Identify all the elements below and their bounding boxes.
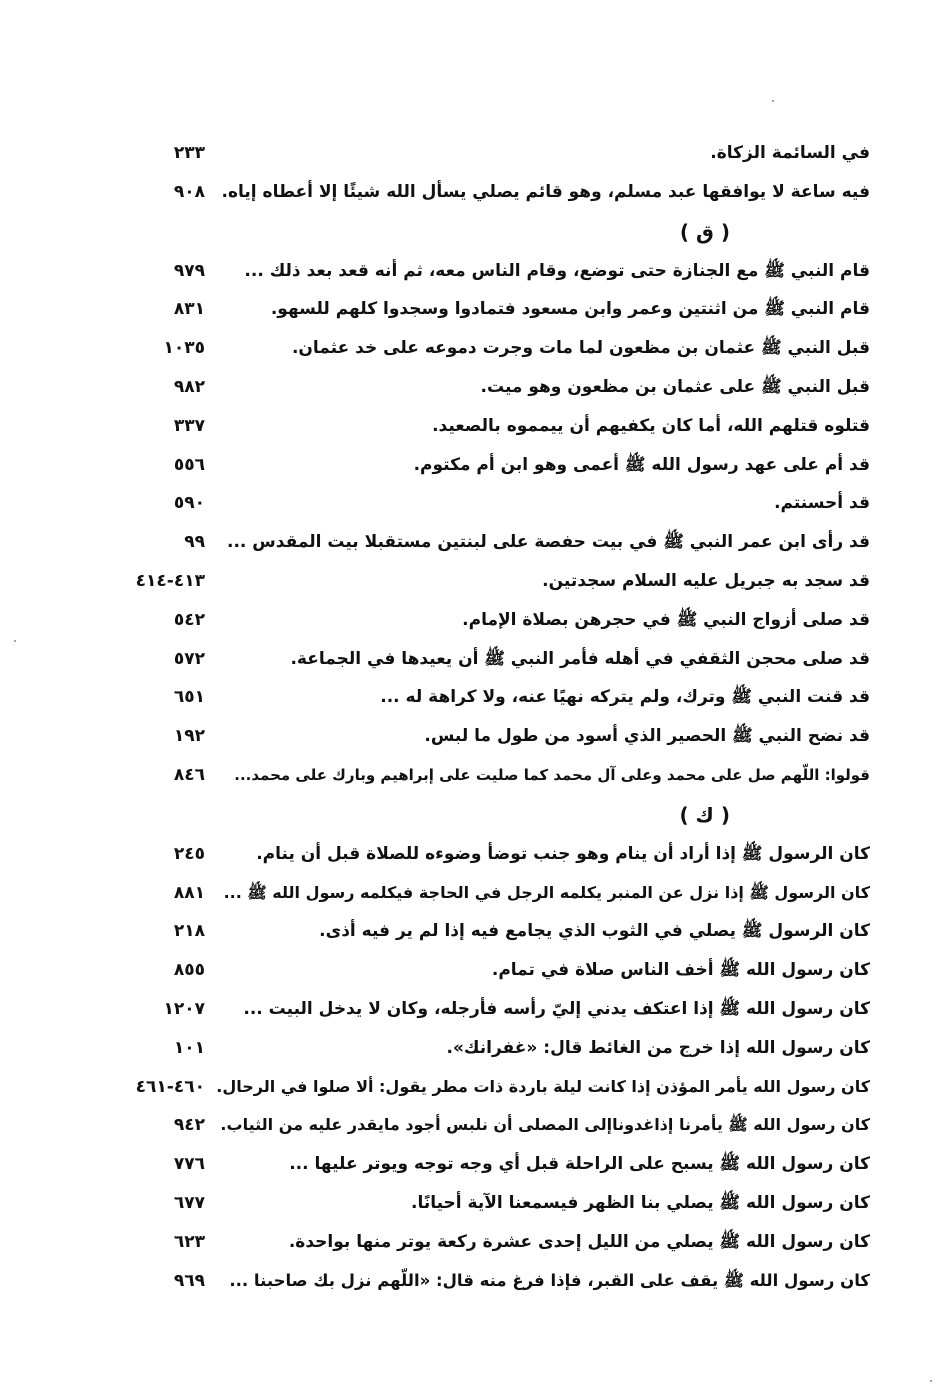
entry-page-number: ٥٧٢ [173,648,205,669]
index-entry [105,679,870,718]
scan-speck [930,1380,932,1382]
entry-page-number: ٩٤٢ [173,1115,205,1136]
entry-text: قد قنت النبي ﷺ وترك، ولم يتركه نهيًا عنه، ولا كراهة له ... [380,687,870,708]
entry-text: كان رسول الله يأمر المؤذن إذا كانت ليلة باردة ذات مطر يقول: ألا صلوا في الرحال. [216,1076,870,1096]
entry-page-number: ٤١٣-٤١٤ [135,570,205,591]
entry-text: كان رسول الله ﷺ يأمرنا إذاغدوناإلى المصلى أن نلبس أجود مايقدر عليه من الثياب. [220,1115,870,1135]
entry-page-number: ١٩٢ [173,726,205,747]
entry-text: قتلوه قتلهم الله، أما كان يكفيهم أن ييمموه بالصعيد. [432,415,870,436]
index-entry [105,602,870,641]
entry-text: كان رسول الله ﷺ يسبح على الراحلة قبل أي وجه توجه ويوتر عليها ... [289,1154,870,1175]
index-entry [105,253,870,292]
index-entry [105,718,870,757]
entry-page-number: ٣٣٧ [173,415,205,436]
index-entry [105,1146,870,1185]
entry-text: فيه ساعة لا يوافقها عبد مسلم، وهو قائم يصلي يسأل الله شيئًا إلا أعطاه إياه. [221,181,870,202]
entry-text: كان رسول الله ﷺ يقف على القبر، فإذا فرغ منه قال: «اللّهم نزل بك صاحبنا ... [229,1270,870,1290]
entry-page-number: ٢١٨ [173,921,205,942]
entry-page-number: ٥٥٦ [173,454,205,475]
entry-text: كان رسول الله ﷺ يصلي من الليل إحدى عشرة ركعة يوتر منها بواحدة. [288,1231,870,1252]
entry-text: في السائمة الزكاة. [710,143,870,163]
scan-speck [772,100,774,102]
entry-page-number: ٨٣١ [173,299,205,320]
entry-text: قد أحسنتم. [774,493,870,514]
index-entry [105,369,870,408]
entry-page-number: ٤٦٠-٤٦١ [135,1076,205,1097]
entry-text: قد نضح النبي ﷺ الحصير الذي أسود من طول ما لبس. [424,726,870,747]
entry-text: قولوا: اللّهم صل على محمد وعلى آل محمد كما صليت على إبراهيم وبارك على محمد... [234,765,870,784]
index-entry [105,135,870,174]
index-entry [105,913,870,952]
entry-text: قد سجد به جبريل عليه السلام سجدتين. [542,570,870,591]
entry-page-number: ٨٨١ [173,882,205,903]
index-entry [105,1107,870,1146]
section-heading [105,796,870,836]
index-entry [105,1263,870,1302]
entry-page-number: ٩٩ [184,532,205,553]
entry-page-number: ٨٤٦ [173,764,205,785]
entry-text: كان رسول الله ﷺ إذا اعتكف يدني إليّ رأسه فأرجله، وكان لا يدخل البيت ... [243,998,870,1019]
entry-page-number: ٧٧٦ [173,1154,205,1175]
index-entry [105,447,870,486]
entry-page-number: ٦٧٧ [173,1192,205,1213]
index-entry [105,1069,870,1108]
index-entry [105,408,870,447]
index-entry [105,330,870,369]
entry-page-number: ٢٤٥ [173,843,205,864]
entry-page-number: ٢٣٣ [173,143,205,163]
entry-text: كان الرسول ﷺ إذا أراد أن ينام وهو جنب توضأ وضوءه للصلاة قبل أن ينام. [256,843,870,864]
entry-page-number: ٩٠٨ [173,181,205,202]
entry-text: قد صلى أزواج النبي ﷺ في حجرهن بصلاة الإمام. [462,609,870,630]
section-heading [105,213,870,253]
entry-page-number: ٦٢٣ [173,1231,205,1252]
section-letter: ( ق ) [679,219,730,244]
index-entry [105,641,870,680]
index-entry [105,952,870,991]
index-entry [105,1185,870,1224]
entry-page-number: ٩٨٢ [173,376,205,397]
entry-text: قام النبي ﷺ مع الجنازة حتى توضع، وقام الناس معه، ثم أنه قعد بعد ذلك ... [244,260,870,281]
entry-page-number: ٩٧٩ [173,260,205,281]
index-entry [105,563,870,602]
index-entry [105,485,870,524]
entry-text: قد أم على عهد رسول الله ﷺ أعمى وهو ابن أم مكتوم. [413,454,870,475]
entry-text: قد صلى محجن الثقفي في أهله فأمر النبي ﷺ أن يعيدها في الجماعة. [290,648,870,669]
entry-page-number: ٨٥٥ [173,960,205,981]
entry-page-number: ٩٦٩ [173,1270,205,1291]
entry-page-number: ٦٥١ [173,687,205,708]
section-letter: ( ك ) [679,802,730,827]
entry-page-number: ٥٤٢ [173,609,205,630]
index-entry [105,524,870,563]
entry-text: كان رسول الله ﷺ أخف الناس صلاة في تمام. [491,960,870,981]
index-entry [105,991,870,1030]
entry-text: كان رسول الله إذا خرج من الغائط قال: «غفرانك». [446,1037,870,1058]
entry-page-number: ١٢٠٧ [163,998,205,1019]
entry-text: قام النبي ﷺ من اثنتين وعمر وابن مسعود فتمادوا وسجدوا كلهم للسهو. [270,299,870,320]
index-entry [105,875,870,914]
entry-text: قد رأى ابن عمر النبي ﷺ في بيت حفصة على لبنتين مستقبلا بيت المقدس ... [227,532,870,553]
entry-page-number: ١٠١ [173,1037,205,1058]
entry-page-number: ٥٩٠ [173,493,205,514]
entry-page-number: ١٠٣٥ [163,338,205,359]
hadith-index-list [105,135,870,1301]
entry-text: قبل النبي ﷺ عثمان بن مظعون لما مات وجرت دموعه على خد عثمان. [291,338,870,359]
index-entry [105,1224,870,1263]
index-entry [105,291,870,330]
index-entry [105,174,870,213]
index-entry [105,757,870,796]
entry-text: كان الرسول ﷺ إذا نزل عن المنبر يكلمه الرجل في الحاجة فيكلمه رسول الله ﷺ ... [223,882,870,902]
entry-text: كان رسول الله ﷺ يصلي بنا الظهر فيسمعنا الآية أحيانًا. [411,1192,870,1213]
index-entry [105,1030,870,1069]
entry-text: كان الرسول ﷺ يصلي في الثوب الذي يجامع فيه إذا لم ير فيه أذى. [319,921,870,942]
scan-speck [14,640,16,642]
index-entry [105,836,870,875]
entry-text: قبل النبي ﷺ على عثمان بن مظعون وهو ميت. [480,376,870,397]
